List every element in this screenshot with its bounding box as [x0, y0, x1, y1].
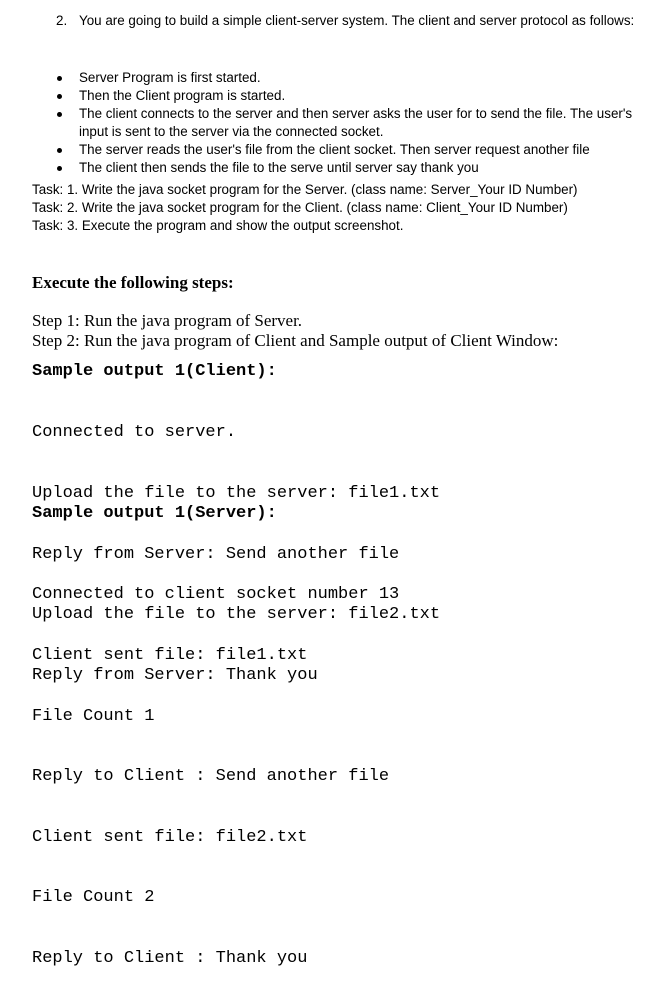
bullet-icon [57, 76, 62, 81]
client-output-line: Upload the file to the server: file1.txt [32, 484, 441, 504]
step-item: Step 2: Run the java program of Client and Sample output of Client Window: [32, 331, 559, 350]
bullet-icon [57, 148, 62, 153]
client-output-line: Reply from Server: Send another file [32, 544, 400, 564]
server-output-line: Reply to Client : Thank you [32, 949, 308, 969]
server-output-line: Client sent file: file2.txt [32, 827, 308, 847]
bullet-text: The server reads the user's file from the client socket. Then server request another file [79, 142, 590, 157]
protocol-bullet-list [56, 69, 646, 177]
client-output-line: Connected to server. [32, 423, 237, 443]
server-output-line: File Count 2 [32, 888, 155, 908]
question-number: 2. [56, 13, 68, 28]
server-sample-heading: Sample output 1(Server): [32, 504, 277, 523]
question-block [56, 12, 646, 30]
task-list [32, 181, 652, 235]
question-intro: You are going to build a simple client-server system. The client and server protocol as follows: [79, 13, 635, 28]
bullet-item [56, 105, 646, 141]
task-item: Task: 3. Execute the program and show the output screenshot. [32, 218, 404, 233]
bullet-item [56, 69, 646, 87]
bullet-text: The client connects to the server and then server asks the user for to send the file. The user's input is sent to the server via the connected socket. [79, 106, 633, 139]
task-item: Task: 2. Write the java socket program for the Client. (class name: Client_Your ID Number) [32, 200, 568, 215]
server-output-line: Connected to client socket number 13 [32, 585, 400, 605]
bullet-item [56, 159, 646, 177]
bullet-icon [57, 112, 62, 117]
client-output-line: Reply from Server: Thank you [32, 665, 318, 685]
client-sample-heading: Sample output 1(Client): [32, 362, 277, 381]
server-output-line: File Count 1 [32, 706, 155, 726]
bullet-text: The client then sends the file to the serve until server say thank you [79, 160, 479, 175]
server-sample-output [32, 545, 399, 989]
step-item: Step 1: Run the java program of Server. [32, 311, 303, 330]
client-output-line: Upload the file to the server: file2.txt [32, 605, 441, 625]
bullet-item [56, 87, 646, 105]
bullet-text: Server Program is first started. [79, 70, 261, 85]
server-output-line: Reply to Client : Send another file [32, 767, 390, 787]
steps-list [32, 311, 558, 351]
bullet-item [56, 141, 646, 159]
bullet-icon [57, 166, 62, 171]
steps-heading: Execute the following steps: [32, 273, 234, 292]
server-output-line: Client sent file: file1.txt [32, 646, 308, 666]
task-item: Task: 1. Write the java socket program for the Server. (class name: Server_Your ID Number) [32, 182, 578, 197]
bullet-icon [57, 94, 62, 99]
bullet-text: Then the Client program is started. [79, 88, 286, 103]
